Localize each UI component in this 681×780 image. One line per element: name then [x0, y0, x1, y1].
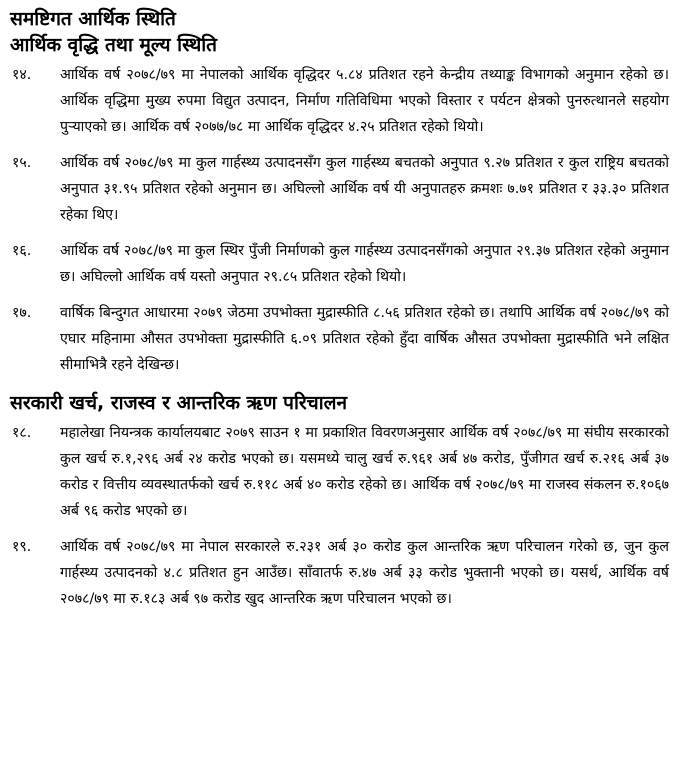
paragraph-16 [10, 238, 671, 290]
paragraph-number: १८. [12, 425, 32, 441]
paragraph-15 [10, 150, 671, 228]
paragraph-14 [10, 62, 671, 140]
section-title-government-expenditure: सरकारी खर्च, राजस्व र आन्तरिक ऋण परिचालन [10, 392, 348, 414]
paragraph-text: महालेखा नियन्त्रक कार्यालयबाट २०७९ साउन १ मा प्रकाशित विवरणअनुसार आर्थिक वर्ष २०७८/७९ मा संघीय सरकारको कुल खर्च रु.१,२९६ अर्ब २४ करोड भएको छ। यसमध्ये चालु खर्च रु.९६१ अर्ब ४७ करोड, पुँजीगत खर्च रु.२१६ अर्ब ३७ करोड र वित्तीय व्यवस्थातर्फको खर्च रु.११८ अर्ब ४० करोड रहेको छ। आर्थिक वर्ष २०७८/७९ मा राजस्व संकलन रु.१०६७ अर्ब ९६ करोड भएको छ। [60, 425, 669, 519]
paragraph-text: आर्थिक वर्ष २०७८/७९ मा कुल गार्हस्थ्य उत्पादनसँग कुल गार्हस्थ्य बचतको अनुपात ९.२७ प्रतिशत र कुल राष्ट्रिय बचतको अनुपात ३१.९५ प्रतिशत रहेको अनुमान छ। अघिल्लो आर्थिक वर्ष यी अनुपातहरु क्रमशः ७.७१ प्रतिशत र ३३.३० प्रतिशत रहेका थिए। [60, 155, 669, 223]
paragraph-number: १५. [12, 155, 32, 171]
paragraph-text: वार्षिक बिन्दुगत आधारमा २०७९ जेठमा उपभोक्ता मुद्रास्फीति ८.५६ प्रतिशत रहेको छ। तथापि आर्थिक वर्ष २०७८/७९ को एघार महिनामा औसत उपभोक्ता मुद्रास्फीति ६.०९ प्रतिशत रहेको हुँदा वार्षिक औसत उपभोक्ता मुद्रास्फीति भने लक्षित सीमाभित्रै रहने देखिन्छ। [60, 305, 669, 373]
paragraph-number: १६. [12, 243, 32, 259]
paragraph-text: आर्थिक वर्ष २०७८/७९ मा कुल स्थिर पुँजी निर्माणको कुल गार्हस्थ्य उत्पादनसँगको अनुपात २९.३७ प्रतिशत रहेको अनुमान छ। अघिल्लो आर्थिक वर्ष यस्तो अनुपात २९.८५ प्रतिशत रहेको थियो। [60, 243, 669, 285]
paragraph-19 [10, 534, 671, 612]
paragraph-17 [10, 300, 671, 378]
paragraph-text: आर्थिक वर्ष २०७८/७९ मा नेपालको आर्थिक वृद्धिदर ५.८४ प्रतिशत रहने केन्द्रीय तथ्याङ्क विभागको अनुमान रहेको छ। आर्थिक वृद्धिमा मुख्य रुपमा विद्युत उत्पादन, निर्माण गतिविधिमा भएको विस्तार र पर्यटन क्षेत्रको पुनरुत्थानले सहयोग पुऱ्याएको छ। आर्थिक वर्ष २०७७/७८ मा आर्थिक वृद्धिदर ४.२५ प्रतिशत रहेको थियो। [60, 67, 669, 135]
paragraph-number: १७. [12, 305, 32, 321]
paragraph-number: १४. [12, 67, 32, 83]
subsection-title-growth-prices: आर्थिक वृद्धि तथा मूल्य स्थिति [10, 34, 217, 56]
section-title-macro-economy: समष्टिगत आर्थिक स्थिति [10, 8, 176, 30]
paragraph-18 [10, 420, 671, 524]
paragraph-number: १९. [12, 539, 32, 555]
paragraph-text: आर्थिक वर्ष २०७८/७९ मा नेपाल सरकारले रु.२३१ अर्ब ३० करोड कुल आन्तरिक ऋण परिचालन गरेको छ, जुन कुल गार्हस्थ्य उत्पादनको ४.८ प्रतिशत हुन आउँछ। साँवातर्फ रु.४७ अर्ब ३३ करोड भुक्तानी भएको छ। यसर्थ, आर्थिक वर्ष २०७८/७९ मा रु.१८३ अर्ब ९७ करोड खुद आन्तरिक ऋण परिचालन भएको छ। [60, 539, 669, 607]
